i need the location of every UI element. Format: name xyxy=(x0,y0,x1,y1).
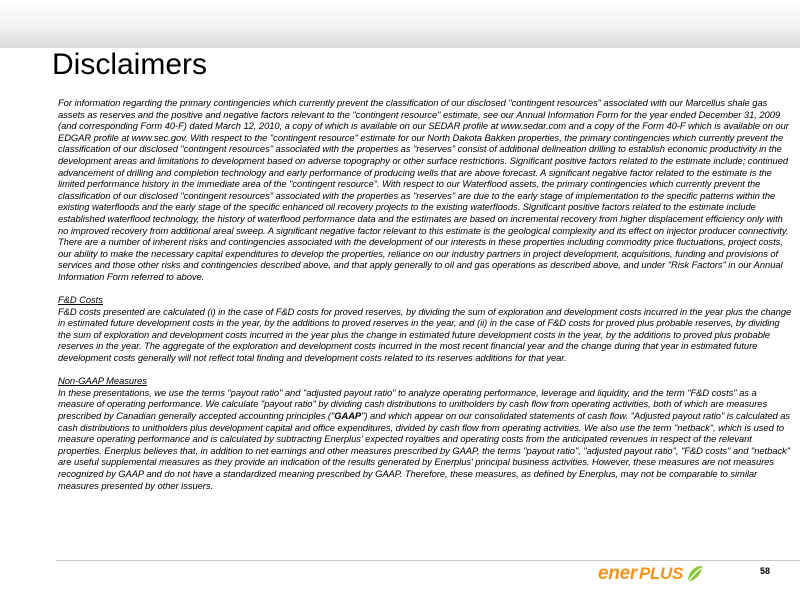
contingent-resources-paragraph: For information regarding the primary contingencies which currently prevent the classification of our disclosed "contingent resources" associated with our Marcellus shale gas assets as reserves and the positive and negative factors relevant to the "contingent resource" estimate, see our Annual Information Form for the year ended December 31, 2009 (and corresponding Form 40-F) dated March 12, 2010, a copy of which is available on our SEDAR profile at www.sedar.com and a copy of the Form 40-F which is available on our EDGAR profile at www.sec.gov. With respect to the "contingent resource" estimate for our North Dakota Bakken properties, the primary contingencies which currently prevent the classification of our disclosed "contingent resources" associated with the properties as "reserves" consist of additional delineation drilling to establish economic productivity in the development areas and limitations to development based on adverse topography or other surface restrictions. Significant positive factors related to the estimate include; continued advancement of drilling and completion technology and early performance of producing wells that are above forecast. A significant negative factor related to the estimate is the limited performance history in the immediate area of the "contingent resource". With respect to our Waterflood assets, the primary contingencies which currently prevent the classification of our disclosed "contingent resources" associated with the properties as "reserves" are due to the early stage of implementation to the specific patterns within the existing waterfloods and the early stage of the specific enhanced oil recovery projects to the existing waterfloods. Significant positive factors related to the estimate include established waterflood technology, the history of waterflood performance data and the estimates are based on incremental recovery from higher displacement efficiency only with no improved recovery from additional areal sweep. A significant negative factor relevant to this estimate is the geological complexity and its effect on injector producer connectivity. There are a number of inherent risks and contingencies associated with the development of our interests in these properties including commodity price fluctuations, project costs, our ability to make the necessary capital expenditures to develop the properties, reliance on our industry partners in project development, acquisitions, funding and provisions of services and those other risks and contingencies described above, and that apply generally to oil and gas operations as described above, and under "Risk Factors" in our Annual Information Form referred to above. xyxy=(58,97,789,282)
page-title: Disclaimers xyxy=(52,48,208,81)
header-gradient-band xyxy=(0,0,800,48)
page-number: 58 xyxy=(760,566,771,576)
enerplus-logo xyxy=(598,563,704,585)
non-gaap-section xyxy=(58,375,793,491)
logo-wordmark xyxy=(598,563,683,585)
disclaimer-body xyxy=(58,97,793,491)
footer-divider xyxy=(56,560,800,561)
logo-word-plus: PLUS xyxy=(638,564,684,583)
gaap-bold-term: GAAP xyxy=(334,410,362,422)
logo-word-ener: ener xyxy=(598,563,637,584)
fd-costs-paragraph: F&D costs presented are calculated (i) in the case of F&D costs for proved reserves, by dividing the sum of exploration and development costs incurred in the year plus the change in estimated future development costs in the year, by the additions to proved reserves in the year, and (ii) in the case of F&D costs for proved plus probable reserves, by dividing the sum of exploration and development costs incurred in the year plus the change in estimated future development costs in the year, by the additions to proved plus probable reserves in the year. The aggregate of the exploration and development costs incurred in the most recent financial year and the change during that year in estimated future development costs generally will not reflect total finding and development costs related to its reserves additions for that year. xyxy=(58,305,792,364)
non-gaap-text-part1: In these presentations, we use the terms "payout ratio" and "adjusted payout ratio" to analyze operating performance, leverage and liquidity, and the term "F&D costs" as a measure of operating performance. We calculate "payout ratio" by dividing cash distributions to unitholders by cash flow from operating activities, both of which are measures prescribed by Canadian generally accepted accounting principles (" xyxy=(58,386,768,422)
non-gaap-text-part2: ") and which appear on our consolidated statements of cash flow. "Adjusted payout ratio" is calculated as cash distributions to unitholders plus development capital and office expenditures, divided by cash flow from operating activities. We also use the term "netback", which is used to measure operating performance and is calculated by subtracting Enerplus' expected royalties and operating costs from the anticipated revenues in respect of the relevant properties. Enerplus believes that, in addition to net earnings and other measures prescribed by GAAP, the terms "payout ratio", "adjusted payout ratio", "F&D costs" and "netback" are useful supplemental measures as they provide an indication of the results generated by Enerplus' principal business activities. However, these measures are not measures recognized by GAAP and do not have a standardized meaning prescribed by GAAP. Therefore, these measures, as defined by Enerplus, may not be comparable to similar measures presented by other issuers. xyxy=(58,410,791,491)
fd-costs-heading: F&D Costs xyxy=(58,294,103,306)
non-gaap-heading: Non-GAAP Measures xyxy=(58,375,147,387)
fd-costs-section xyxy=(58,294,793,364)
enerplus-leaf-logo-icon xyxy=(686,564,704,584)
non-gaap-paragraph xyxy=(58,387,793,491)
